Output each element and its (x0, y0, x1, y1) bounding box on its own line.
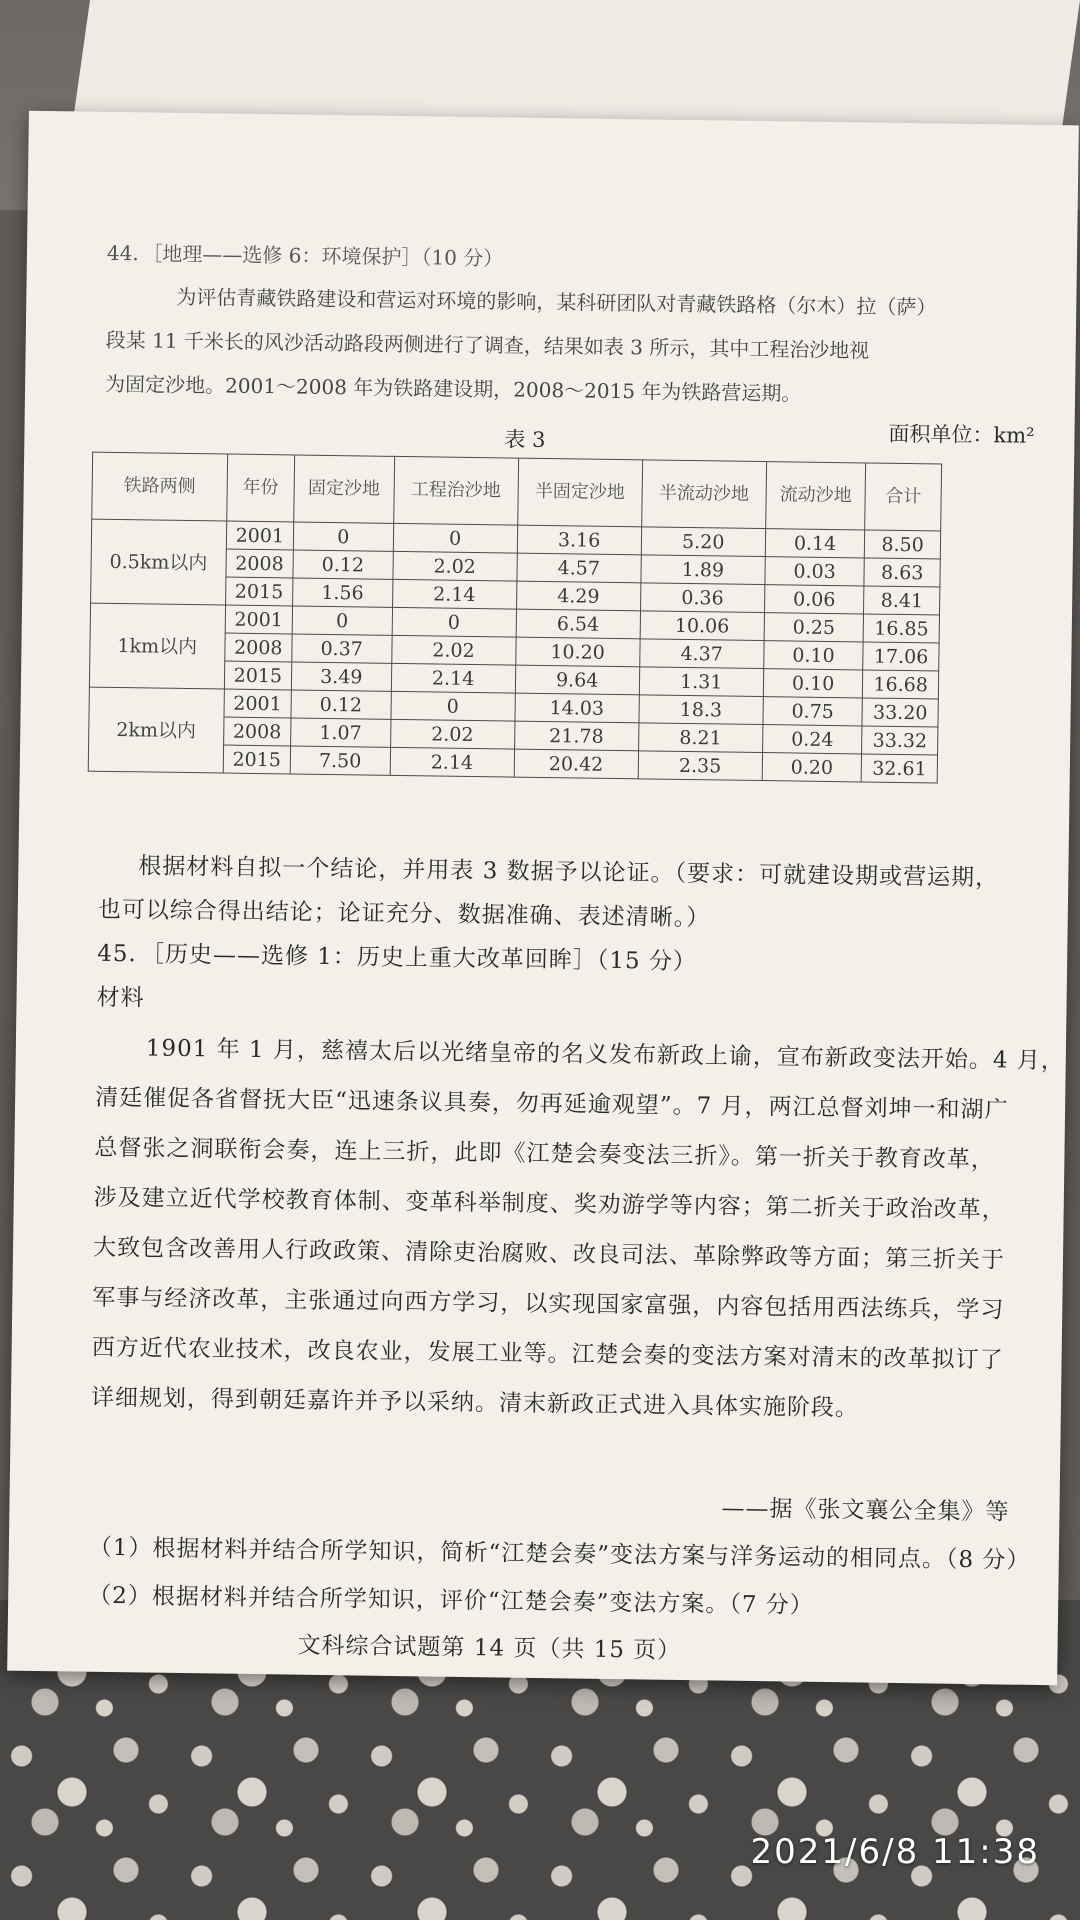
value-cell: 32.61 (862, 754, 938, 783)
value-cell: 0.36 (640, 583, 764, 613)
value-cell: 20.42 (514, 749, 638, 779)
value-cell: 4.37 (639, 639, 763, 669)
value-cell: 0.12 (291, 690, 391, 719)
value-cell: 3.49 (291, 662, 391, 691)
q44-intro-line: 为固定沙地。2001～2008 年为铁路建设期，2008～2015 年为铁路营运期。 (104, 371, 802, 406)
value-cell: 0.12 (293, 550, 393, 579)
sand-land-table (88, 452, 942, 784)
material-line: 大致包含改善用人行政政策、清除吏治腐败、改良司法、革除弊政等方面；第三折关于 (92, 1234, 1006, 1274)
value-cell: 18.3 (639, 695, 763, 725)
header-cell: 流动沙地 (765, 462, 865, 530)
value-cell: 0.75 (763, 697, 863, 726)
table-header-row (92, 452, 942, 531)
material-line: 军事与经济改革，主张通过向西方学习，以实现国家富强，内容包括用西法练兵，学习 (92, 1284, 1005, 1324)
material-line: 详细规划，得到朝廷嘉许并予以采纳。清末新政正式进入具体实施阶段。 (90, 1384, 860, 1422)
value-cell: 10.06 (640, 611, 764, 641)
table-body (88, 519, 940, 783)
year-cell: 2008 (224, 633, 292, 662)
value-cell: 16.85 (863, 614, 939, 643)
value-cell: 0.10 (763, 669, 863, 698)
material-line: 清廷催促各省督抚大臣“迅速条议具奏，勿再延逾观望”。7 月，两江总督刘坤一和湖广 (94, 1084, 1009, 1124)
value-cell: 0.14 (765, 529, 865, 558)
value-cell: 0.20 (762, 753, 862, 782)
header-cell: 工程治沙地 (393, 456, 518, 525)
value-cell: 0.24 (762, 725, 862, 754)
value-cell: 0 (392, 607, 516, 637)
table-caption: 表 3 (504, 427, 546, 452)
value-cell: 2.35 (638, 751, 762, 781)
value-cell: 8.41 (864, 586, 940, 615)
value-cell: 0.10 (764, 641, 864, 670)
value-cell: 6.54 (516, 609, 640, 639)
q44-intro-line: 为评估青藏铁路建设和营运对环境的影响，某科研团队对青藏铁路格（尔木）拉（萨） (176, 284, 937, 320)
header-cell: 年份 (226, 454, 294, 522)
value-cell: 0.03 (765, 557, 865, 586)
photo-timestamp: 2021/6/8 11:38 (750, 1832, 1040, 1872)
value-cell: 8.21 (638, 723, 762, 753)
value-cell: 7.50 (290, 746, 390, 775)
value-cell: 8.63 (864, 558, 940, 587)
value-cell: 21.78 (514, 721, 638, 751)
value-cell: 4.29 (516, 581, 640, 611)
header-cell: 固定沙地 (294, 455, 394, 523)
value-cell: 9.64 (515, 665, 639, 695)
year-cell: 2008 (223, 717, 291, 746)
material-line: 总督张之洞联衔会奏，连上三折，此即《江楚会奏变法三折》。第一折关于教育改革， (94, 1134, 996, 1174)
value-cell: 2.02 (392, 551, 516, 581)
value-cell: 2.02 (390, 719, 514, 749)
material-line: 1901 年 1 月，慈禧太后以光绪皇帝的名义发布新政上谕，宣布新政变法开始。4 月， (145, 1035, 1065, 1075)
value-cell: 33.20 (862, 698, 938, 727)
material-source: ——据《张文襄公全集》等 (721, 1495, 1010, 1526)
q44-intro-line: 段某 11 千米长的风沙活动路段两侧进行了调查，结果如表 3 所示，其中工程治沙地视 (105, 327, 870, 363)
exam-page (7, 111, 1079, 1686)
value-cell: 10.20 (515, 637, 639, 667)
q44-title: 44．［地理——选修 6：环境保护］（10 分） (106, 240, 504, 271)
value-cell: 17.06 (863, 642, 939, 671)
year-cell: 2001 (225, 605, 293, 634)
material-line: 涉及建立近代学校教育体制、变革科举制度、奖劝游学等内容；第二折关于政治改革， (93, 1184, 1006, 1224)
q44-task-line: 也可以综合得出结论；论证充分、数据准确、表述清晰。） (97, 896, 711, 932)
value-cell: 14.03 (515, 693, 639, 723)
value-cell: 0 (391, 691, 515, 721)
value-cell: 1.56 (293, 578, 393, 607)
year-cell: 2001 (226, 521, 294, 550)
header-cell: 铁路两侧 (92, 452, 228, 521)
year-cell: 2015 (224, 661, 292, 690)
q45-title: 45．［历史——选修 1：历史上重大改革回眸］（15 分） (96, 940, 698, 976)
sub-question-1: （1）根据材料并结合所学知识，简析“江楚会奏”变法方案与洋务运动的相同点。（8 分） (88, 1534, 1031, 1574)
value-cell: 16.68 (863, 670, 939, 699)
header-cell: 半固定沙地 (517, 458, 642, 527)
year-cell: 2015 (223, 745, 291, 774)
value-cell: 0 (292, 606, 392, 635)
year-cell: 2015 (225, 577, 293, 606)
value-cell: 8.50 (865, 530, 941, 559)
value-cell: 0 (393, 523, 517, 553)
value-cell: 5.20 (641, 527, 765, 557)
value-cell: 2.14 (391, 663, 515, 693)
value-cell: 0.06 (764, 585, 864, 614)
value-cell: 0.25 (764, 613, 864, 642)
value-cell: 3.16 (517, 525, 641, 555)
value-cell: 0 (293, 522, 393, 551)
value-cell: 1.07 (291, 718, 391, 747)
header-cell: 合计 (865, 463, 942, 531)
year-cell: 2008 (226, 549, 294, 578)
value-cell: 0.37 (292, 634, 392, 663)
group-label-cell: 1km以内 (89, 603, 225, 689)
sub-question-2: （2）根据材料并结合所学知识，评价“江楚会奏”变法方案。（7 分） (88, 1582, 814, 1619)
material-line: 西方近代农业技术，改良农业，发展工业等。江楚会奏的变法方案对清末的改革拟订了 (91, 1334, 1004, 1374)
value-cell: 33.32 (862, 726, 938, 755)
value-cell: 2.02 (391, 635, 515, 665)
material-label: 材料 (96, 984, 145, 1012)
area-unit-label: 面积单位：km² (888, 421, 1035, 448)
group-label-cell: 2km以内 (88, 687, 224, 773)
value-cell: 2.14 (392, 579, 516, 609)
value-cell: 1.31 (639, 667, 763, 697)
group-label-cell: 0.5km以内 (91, 519, 227, 605)
value-cell: 1.89 (641, 555, 765, 585)
q44-task-line: 根据材料自拟一个结论，并用表 3 数据予以论证。（要求：可就建设期或营运期， (138, 853, 1000, 892)
value-cell: 4.57 (517, 553, 641, 583)
value-cell: 2.14 (390, 747, 514, 777)
header-cell: 半流动沙地 (641, 460, 766, 529)
page-footer: 文科综合试题第 14 页（共 15 页） (297, 1632, 682, 1665)
year-cell: 2001 (224, 689, 292, 718)
